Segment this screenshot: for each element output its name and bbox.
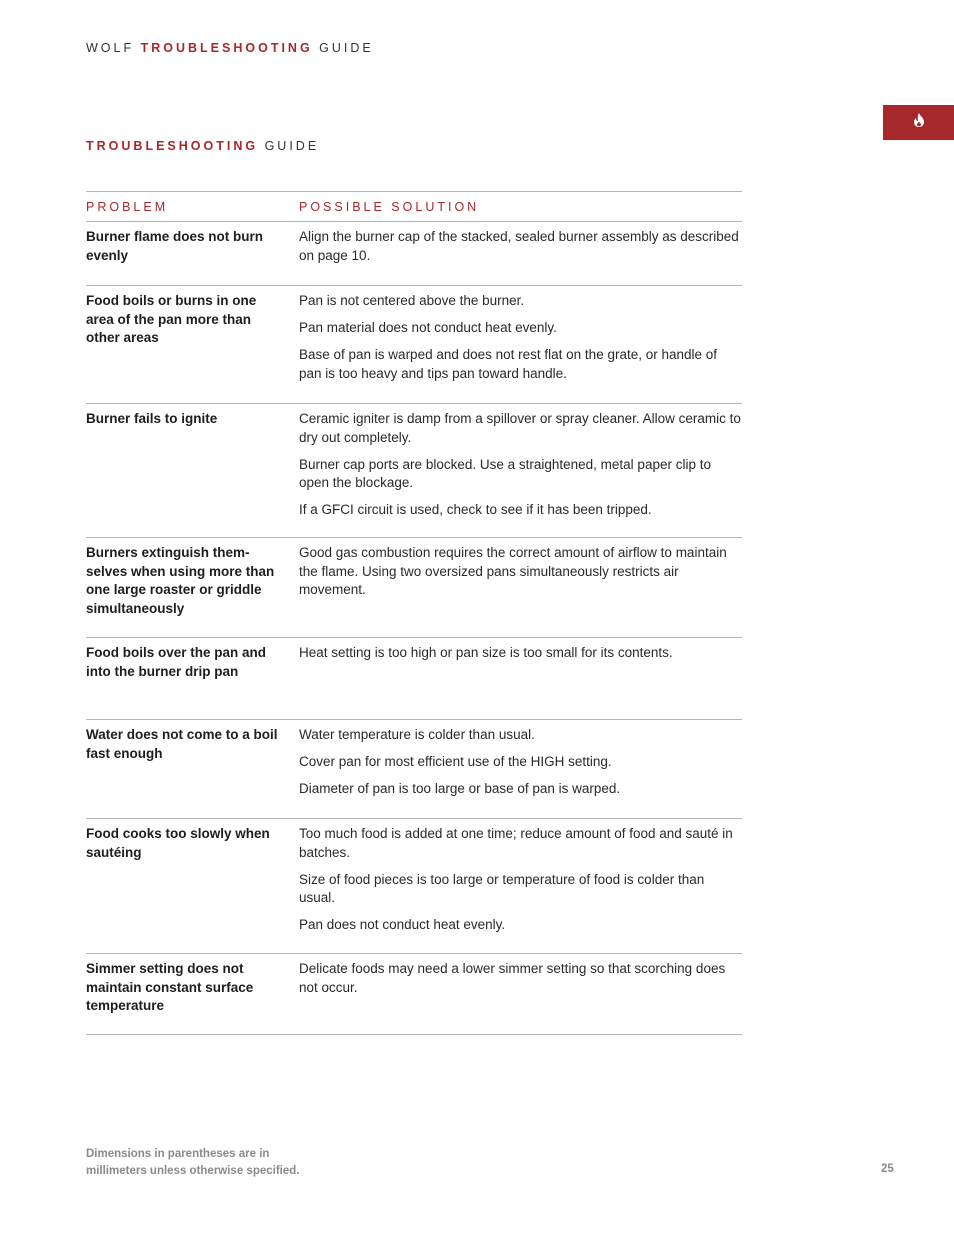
problem-cell: Burners extinguish them-selves when using more than one large roaster or griddle simultaneously <box>86 545 275 616</box>
table-row <box>86 222 742 286</box>
header-title-accent: TROUBLESHOOTING <box>140 41 313 55</box>
solution-item: Size of food pieces is too large or temperature of food is colder than usual. <box>299 871 705 905</box>
footer-note-line: Dimensions in parentheses are in <box>86 1148 270 1160</box>
problem-cell: Burner flame does not burn evenly <box>86 229 264 263</box>
solution-item: Good gas combustion requires the correct amount of airflow to maintain the flame. Using two oversized pans simultaneously restricts air movement. <box>299 545 727 597</box>
table-row <box>86 404 742 538</box>
running-header <box>86 41 374 55</box>
solution-item: Too much food is added at one time; reduce amount of food and sauté in batches. <box>299 826 733 860</box>
flame-icon <box>913 113 925 132</box>
solution-item: Delicate foods may need a lower simmer setting so that scorching does not occur. <box>299 961 726 995</box>
solution-item: Align the burner cap of the stacked, sealed burner assembly as described on page 10. <box>299 229 739 263</box>
troubleshooting-table <box>86 191 742 1035</box>
problem-cell: Food boils or burns in one area of the pan more than other areas <box>86 293 257 345</box>
section-title <box>86 139 319 153</box>
solution-item: Pan material does not conduct heat evenly. <box>299 320 557 335</box>
footer-note-line: millimeters unless otherwise specified. <box>86 1165 300 1177</box>
table-row <box>86 286 742 404</box>
problem-cell: Burner fails to ignite <box>86 411 218 426</box>
solution-item: Pan does not conduct heat evenly. <box>299 917 506 932</box>
solution-cell <box>299 228 742 285</box>
solution-cell <box>299 825 742 953</box>
solution-cell <box>299 292 742 403</box>
solution-item: Cover pan for most efficient use of the HIGH setting. <box>299 754 612 769</box>
problem-cell: Water does not come to a boil fast enough <box>86 727 278 761</box>
table-row <box>86 638 742 720</box>
solution-cell <box>299 644 742 719</box>
column-header-solution: POSSIBLE SOLUTION <box>299 199 480 214</box>
column-header-problem: PROBLEM <box>86 199 169 214</box>
table-row <box>86 954 742 1035</box>
solution-cell <box>299 544 742 637</box>
problem-cell: Food boils over the pan and into the burner drip pan <box>86 645 267 679</box>
solution-item: If a GFCI circuit is used, check to see if it has been tripped. <box>299 502 652 517</box>
page-number: 25 <box>881 1163 894 1175</box>
problem-cell: Simmer setting does not maintain constant surface temperature <box>86 961 254 1013</box>
section-title-accent: TROUBLESHOOTING <box>86 139 259 153</box>
solution-item: Burner cap ports are blocked. Use a straightened, metal paper clip to open the blockage. <box>299 456 711 490</box>
table-header <box>86 192 742 222</box>
table-row <box>86 538 742 638</box>
header-brand: WOLF <box>86 41 135 55</box>
solution-item: Pan is not centered above the burner. <box>299 293 525 308</box>
solution-item: Ceramic igniter is damp from a spillover or spray cleaner. Allow ceramic to dry out completely. <box>299 411 741 445</box>
table-row <box>86 720 742 819</box>
section-tab <box>883 105 954 140</box>
solution-item: Diameter of pan is too large or base of pan is warped. <box>299 781 621 796</box>
solution-cell <box>299 410 742 537</box>
section-title-rest: GUIDE <box>264 139 320 153</box>
footer-note <box>86 1146 299 1180</box>
header-title-rest: GUIDE <box>319 41 374 55</box>
table-row <box>86 819 742 954</box>
solution-cell <box>299 960 742 1034</box>
solution-item: Heat setting is too high or pan size is too small for its contents. <box>299 645 673 660</box>
problem-cell: Food cooks too slowly when sautéing <box>86 826 270 860</box>
solution-cell <box>299 726 742 818</box>
solution-item: Base of pan is warped and does not rest flat on the grate, or handle of pan is too heavy and tips pan toward handle. <box>299 347 718 381</box>
solution-item: Water temperature is colder than usual. <box>299 727 535 742</box>
